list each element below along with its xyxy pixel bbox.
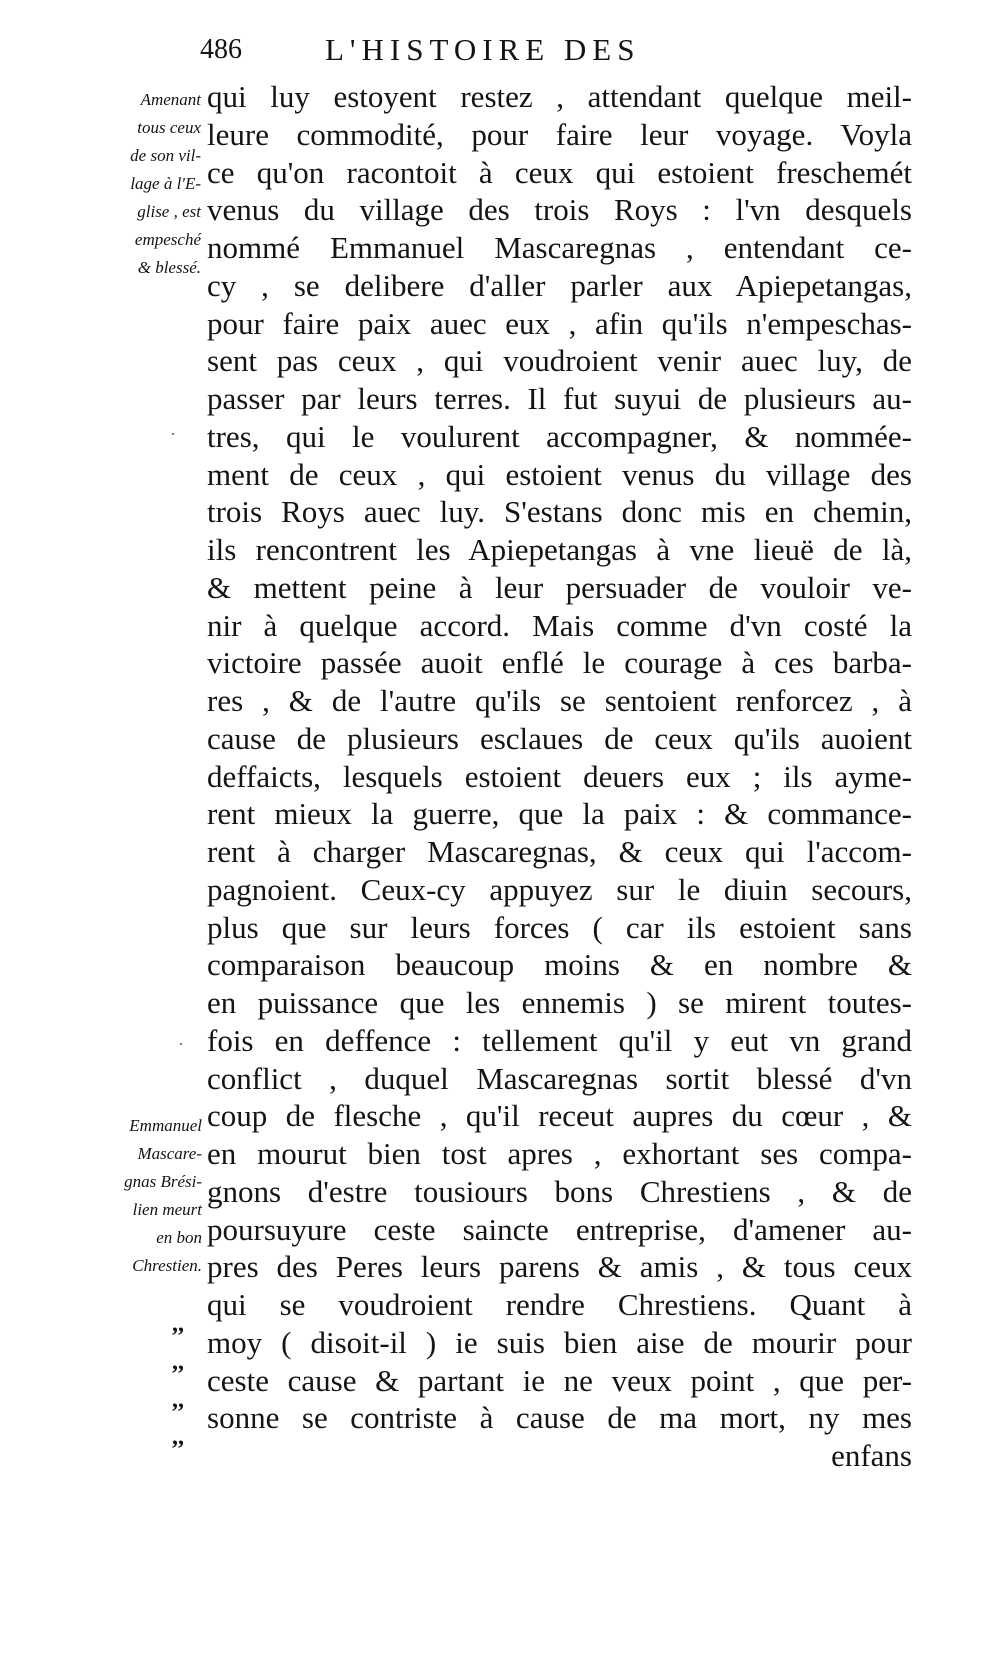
marginal-line: Emmanuel (129, 1116, 202, 1135)
marginal-note-blessure (66, 86, 201, 282)
ink-speck: · (178, 1034, 184, 1054)
text-line: coup de flesche , qu'il receut aupres du cœur , & (207, 1098, 912, 1134)
text-line: en mourut bien tost apres , exhortant ses compa- (207, 1136, 912, 1171)
marginal-line: en bon (156, 1228, 202, 1247)
text-line: ce qu'on racontoit à ceux qui estoient freschemét (207, 154, 912, 190)
text-line: sent pas ceux , qui voudroient venir auec luy, de (207, 343, 912, 379)
text-line: ment de ceux , qui estoient venus du village des (207, 456, 912, 492)
text-line: nir à quelque accord. Mais comme d'vn costé la (207, 607, 912, 643)
marginal-line: & blessé. (137, 258, 201, 277)
text-line: pagnoient. Ceux-cy appuyez sur le diuin secours, (207, 871, 912, 907)
text-line: poursuyure ceste saincte entreprise, d'amener au- (207, 1211, 912, 1247)
text-line: passer par leurs terres. Il fut suyui de plusieurs au- (207, 381, 912, 416)
marginal-line: Amenant (140, 90, 201, 109)
text-line: gnons d'estre tousiours bons Chrestiens , & de (207, 1173, 912, 1209)
text-line: leure commodité, pour faire leur voyage. Voyla (207, 116, 912, 152)
text-line: cy , se delibere d'aller parler aux Apiepetangas, (207, 267, 912, 303)
text-line: trois Roys auec luy. S'estans donc mis en chemin, (207, 494, 912, 530)
text-line: moy ( disoit-il ) ie suis bien aise de mourir pour (207, 1324, 912, 1360)
text-line: pres des Peres leurs parens & amis , & tous ceux (207, 1249, 912, 1285)
marginal-line: gnas Brési- (124, 1172, 202, 1191)
text-line: conflict , duquel Mascaregnas sortit blessé d'vn (207, 1060, 912, 1096)
text-line: fois en deffence : tellement qu'il y eut vn grand (207, 1022, 912, 1058)
marginal-line: glise , est (137, 202, 201, 221)
marginal-line: Chrestien. (132, 1256, 202, 1275)
text-line: res , & de l'autre qu'ils se sentoient renforcez , à (207, 683, 912, 718)
quotation-mark: ,, (172, 1311, 184, 1337)
marginal-line: lien meurt (132, 1200, 202, 1219)
main-text-block (207, 78, 912, 1475)
ink-speck: · (170, 424, 176, 444)
page-header (200, 28, 920, 78)
marginal-line: empesché (134, 230, 201, 249)
text-line: deffaicts, lesquels estoient deuers eux ; ils ayme- (207, 758, 912, 794)
text-line: rent à charger Mascaregnas, & ceux qui l'accom- (207, 834, 912, 869)
marginal-line: de son vil- (130, 146, 201, 165)
text-line: qui luy estoyent restez , attendant quelque meil- (207, 79, 912, 114)
text-line: qui se voudroient rendre Chrestiens. Quant à (207, 1287, 912, 1322)
text-line: plus que sur leurs forces ( car ils estoient sans (207, 909, 912, 945)
text-line: pour faire paix auec eux , afin qu'ils n'empeschas- (207, 305, 912, 341)
text-line: comparaison beaucoup moins & en nombre & (207, 947, 912, 983)
text-line: rent mieux la guerre, que la paix : & commance- (207, 796, 912, 832)
running-head: L'HISTOIRE DES (325, 32, 641, 67)
text-line: nommé Emmanuel Mascaregnas , entendant ce- (207, 230, 912, 265)
quotation-mark: ,, (172, 1386, 184, 1413)
text-line: victoire passée auoit enflé le courage à ces barba- (207, 645, 912, 681)
text-line: ceste cause & partant ie ne veux point , que per- (207, 1362, 912, 1398)
text-line: cause de plusieurs esclaues de ceux qu'ils auoient (207, 720, 912, 756)
text-line: venus du village des trois Roys : l'vn desquels (207, 192, 912, 228)
text-line: en puissance que les ennemis ) se mirent toutes- (207, 985, 912, 1020)
marginal-line: Mascare- (137, 1144, 202, 1163)
quotation-mark: ,, (172, 1424, 184, 1451)
marginal-line: tous ceux (137, 118, 201, 137)
marginal-note-mascaregnas (62, 1112, 202, 1280)
text-line: sonne se contriste à cause de ma mort, ny mes (207, 1400, 912, 1436)
page-number: 486 (200, 34, 242, 65)
quotation-mark: ,, (172, 1348, 184, 1375)
marginal-line: lage à l'E- (130, 174, 201, 193)
text-line: ils rencontrent les Apiepetangas à vne lieuë de là, (207, 532, 912, 567)
catchword: enfans (831, 1438, 912, 1473)
text-line: & mettent peine à leur persuader de vouloir ve- (207, 569, 912, 605)
text-line: tres, qui le voulurent accompagner, & nommée- (207, 418, 912, 454)
